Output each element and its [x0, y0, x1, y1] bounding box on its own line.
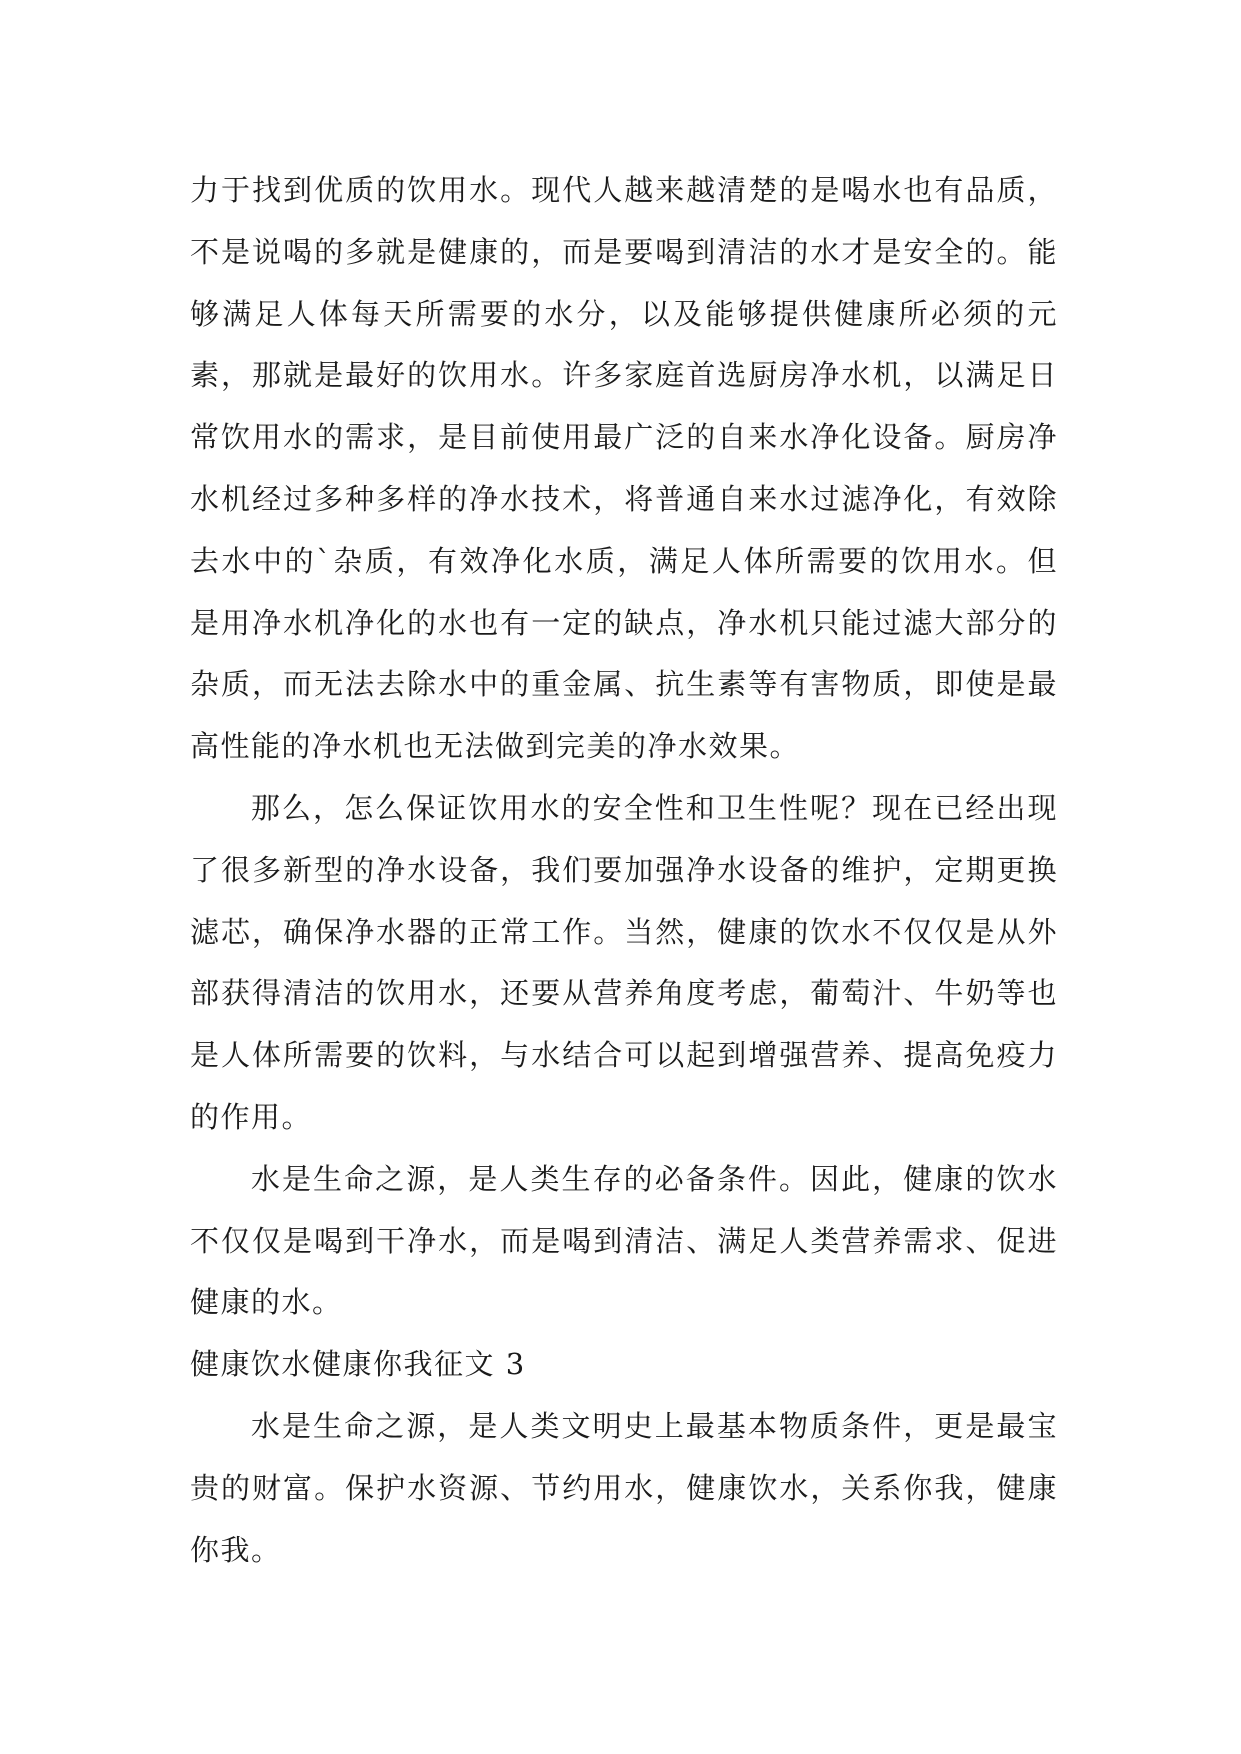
section-title: 健康饮水健康你我征文 3: [190, 1347, 526, 1382]
paragraph: 水是生命之源，是人类生存的必备条件。因此，健康的饮水不仅仅是喝到干净水，而是喝到清洁、满足人类营养需求、促进健康的水。: [190, 1161, 1058, 1320]
document-page: [190, 160, 1058, 1581]
paragraph-continued: 力于找到优质的饮用水。现代人越来越清楚的是喝水也有品质，不是说喝的多就是健康的，而是要喝到清洁的水才是安全的。能够满足人体每天所需要的水分，以及能够提供健康所必须的元素，那就是最好的饮用水。许多家庭首选厨房净水机，以满足日常饮用水的需求，是目前使用最广泛的自来水净化设备。厨房净水机经过多种多样的净水技术，将普通自来水过滤净化，有效除去水中的`杂质，有效净化水质，满足人体所需要的饮用水。但是用净水机净化的水也有一定的缺点，净水机只能过滤大部分的杂质，而无法去除水中的重金属、抗生素等有害物质，即使是最高性能的净水机也无法做到完美的净水效果。: [190, 173, 1058, 764]
paragraph: 那么，怎么保证饮用水的安全性和卫生性呢？现在已经出现了很多新型的净水设备，我们要加强净水设备的维护，定期更换滤芯，确保净水器的正常工作。当然，健康的饮水不仅仅是从外部获得清洁的饮用水，还要从营养角度考虑，葡萄汁、牛奶等也是人体所需要的饮料，与水结合可以起到增强营养、提高免疫力的作用。: [190, 790, 1058, 1134]
paragraph: 水是生命之源，是人类文明史上最基本物质条件，更是最宝贵的财富。保护水资源、节约用水，健康饮水，关系你我，健康你我。: [190, 1408, 1058, 1567]
